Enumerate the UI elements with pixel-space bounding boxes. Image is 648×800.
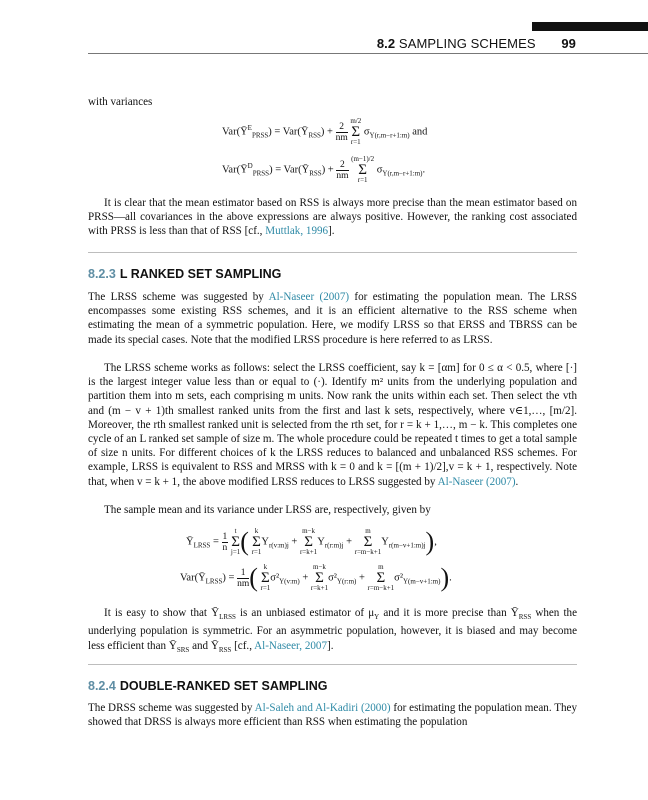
para5-text-5: and Ȳ (189, 639, 219, 652)
citation-link[interactable]: Al-Naseer (2007) (268, 291, 350, 303)
eq3-sum-3: m Σ r=m−k+1 (354, 527, 382, 556)
eq4-s3-sub: Y(m−v+1:m) (402, 577, 441, 586)
eq3-lhs: Ȳ (186, 536, 194, 548)
para5-text-3: and it is more precise than Ȳ (379, 607, 519, 619)
intro-text: with variances (88, 96, 153, 108)
citation-link[interactable]: Al-Saleh and Al-Kadiri (2000) (254, 702, 391, 714)
eq4-s2-sub: Y(r:m) (336, 577, 357, 586)
citation-link[interactable]: Al-Naseer, 2007 (254, 639, 328, 652)
eq4-s2-top: m−k (313, 563, 326, 571)
eq2-lhs-sup: D (247, 161, 253, 170)
eq2-sum-top: (m−1)/2 (351, 155, 375, 163)
equation-2 (222, 156, 425, 184)
para5-text-4: when the underlying population is symmetric. For an asymmetric population, however, it is biased and may become less efficient than Ȳ (88, 607, 577, 652)
para6-text: The DRSS scheme was suggested by (88, 702, 255, 714)
para6-text-end: for estimating the population mean. They showed that DRSS is always more efficient than RSS when estimating the population (88, 702, 577, 729)
eq3-frac-num: 1 (222, 531, 228, 542)
para1-text: It is clear that the mean estimator based on RSS is always more precise than the mean estimator based on PRSS—all covariances in the above expressions are always positive. However, the ranking cost associated with PRSS is less than that of RSS [cf., (88, 197, 577, 238)
eq4-sum-2: m−k Σ r=k+1 (310, 563, 329, 592)
eq2-term: σ (376, 164, 383, 176)
eq4-s1-top: k (263, 563, 268, 571)
header-bar (532, 22, 648, 31)
eq1-sum-bot: r=1 (350, 138, 361, 146)
running-head (377, 36, 576, 51)
eq4-s2-term: σ² (328, 572, 337, 584)
eq4-tail: . (449, 572, 452, 584)
eq3-s2-term: Y (317, 536, 325, 548)
eq2-fraction (336, 160, 348, 181)
para5-text-7: ]. (327, 639, 334, 652)
eq4-sum-3: m Σ r=m−k+1 (367, 563, 395, 592)
paragraph-1 (88, 196, 577, 239)
eq1-mid: ) = Var(Ȳ (268, 126, 309, 138)
eq3-s1-sub: r(v:m)j (268, 541, 289, 550)
para5-sub-4: SRS (176, 645, 190, 654)
eq4-s3-top: m (378, 563, 384, 571)
eq4-frac-den: nm (237, 578, 250, 589)
citation-link[interactable]: Muttlak, 1996 (265, 225, 329, 238)
eq1-sum-top: m/2 (350, 117, 362, 125)
para5-text-6: [cf., (231, 639, 255, 652)
paragraph-4: The sample mean and its variance under LRSS are, respectively, given by (104, 504, 431, 516)
eq3-s1-term: Y (261, 536, 269, 548)
eq1-term-sub: Y(r,m−r+1:m) (369, 131, 410, 140)
header-rule (88, 53, 648, 54)
eq3-s3-sub: r(m−v+1:m)j (388, 541, 426, 550)
eq3-fraction (222, 532, 229, 553)
section-title-824: DOUBLE-RANKED SET SAMPLING (119, 679, 328, 693)
eq2-term-sub: Y(r,m−r+1:m) (382, 169, 423, 178)
eq3-s2-sub: r(r:m)j (324, 541, 344, 550)
eq4-s2-bot: r=k+1 (310, 584, 329, 592)
eq3-s1-top: k (254, 527, 259, 535)
section-title: SAMPLING SCHEMES (398, 36, 536, 51)
eq1-lhs-sub: PRSS (251, 131, 269, 140)
eq2-frac-num: 2 (336, 160, 348, 171)
section-title-823: L RANKED SET SAMPLING (119, 267, 282, 281)
eq3-s1-bot: r=1 (251, 548, 262, 556)
eq2-mid: ) = Var(Ȳ (269, 164, 310, 176)
eq4-s1-bot: r=1 (260, 584, 271, 592)
section-heading-823 (88, 267, 281, 281)
eq3-frac-den: n (222, 542, 228, 553)
eq4-s3-bot: r=m−k+1 (367, 584, 395, 592)
citation-link[interactable]: Al-Naseer (2007) (437, 475, 516, 488)
eq4-s1-term: σ² (270, 572, 280, 584)
paragraph-5 (88, 606, 577, 657)
eq3-s3-bot: r=m−k+1 (354, 548, 382, 556)
section-number-823: 8.2.3 (88, 267, 116, 281)
eq1-fraction (336, 122, 348, 143)
eq2-sum-bot: r=1 (357, 176, 368, 184)
section-divider (88, 664, 577, 665)
para5-sub-5: RSS (218, 645, 232, 654)
eq4-fraction (237, 568, 249, 589)
section-heading-824 (88, 679, 327, 693)
eq1-frac-num: 2 (336, 122, 348, 133)
eq3-s3-term: Y (381, 536, 389, 548)
eq3-sum-2: m−k Σ r=k+1 (299, 527, 318, 556)
eq3-lhs-sub: LRSS (193, 541, 211, 550)
eq2-tail: . (422, 164, 426, 176)
para5-sub-2: Y (374, 613, 380, 622)
eq2-lhs: Var(Ȳ (222, 164, 248, 176)
eq1-mid-sub: RSS (308, 131, 321, 140)
para2-text-end: for estimating the population mean. The LRSS encompasses some existing RSS schemes, and it is an efficient alternative to the RSS scheme when estimating the mean of a symmetric population. Here, we modify LRSS so that ERSS and TBRSS can be made its special cases. Note that the modified LRSS procedure is here referred to as LRSS. (88, 291, 578, 346)
eq3-eq: = (210, 536, 219, 548)
eq4-lhs-sub: LRSS (205, 577, 223, 586)
eq4-s1-sub: Y(v:m) (279, 577, 300, 586)
equation-4: $Var(Ȳ_{LRSS})$ = $\frac{1}{nm}$ ( k Σ $r=1\sigma^2_{Y(v:m)} + m-k$ Σ $r=k+1\sigma^2_{Y(r:m)} + m$ Σ $r=m-k+1\sigma^2_{Y(m-v+1:m)}$). (180, 563, 452, 592)
para5-text-1: It is easy to show that Ȳ (104, 607, 220, 619)
eq1-tail: and (412, 126, 428, 138)
equation-3: $Ȳ_{LRSS}$ = $\frac{1}{n}$ t Σ j=1( k Σ $r=1Y_{r(v:m)j} + m-k$ Σ $r=k+1Y_{r(r:m)j} + m$ Σ $r=m-k+1Y_{r(m-v+1:m)j}$), (186, 527, 437, 556)
paragraph-3 (88, 361, 577, 489)
eq1-frac-den: nm (335, 132, 348, 143)
eq4-eq: ) = (222, 572, 235, 584)
para1-text-end: ]. (328, 225, 335, 238)
eq2-mid-sub: RSS (309, 169, 322, 178)
para3-text-end: . (515, 475, 519, 488)
para5-text-2: is an unbiased estimator of μ (235, 607, 375, 619)
eq3-s3-top: m (365, 527, 371, 535)
section-divider (88, 252, 577, 253)
eq1-sum: m/2 Σ r=1 (350, 117, 362, 146)
eq4-sum-1: k Σ r=1 (260, 563, 271, 592)
eq3-s2-top: m−k (302, 527, 316, 535)
para5-sub-3: RSS (518, 613, 532, 622)
eq1-lhs-sup: E (247, 123, 252, 132)
eq3-outer-top: t (234, 527, 237, 535)
eq1-lhs: Var(Ȳ (222, 126, 248, 138)
equation-1 (222, 118, 427, 146)
para2-text: The LRSS scheme was suggested by (88, 291, 269, 303)
eq3-s2-bot: r=k+1 (299, 548, 318, 556)
paragraph-6 (88, 701, 577, 729)
eq2-sum: (m−1)/2 Σ r=1 (351, 155, 375, 184)
eq1-rhs: ) + (320, 126, 333, 138)
para5-sub-1: LRSS (219, 613, 236, 622)
eq3-sum-1: k Σ r=1 (251, 527, 262, 556)
eq3-tail: , (434, 536, 437, 548)
section-number: 8.2 (376, 36, 396, 51)
paragraph-2 (88, 290, 577, 347)
eq2-frac-den: nm (336, 170, 349, 181)
eq3-outer-sum: t Σ j=1 (230, 527, 241, 556)
eq3-outer-bot: j=1 (230, 548, 241, 556)
para3-text: The LRSS scheme works as follows: select the LRSS coefficient, say k = [αm] for 0 ≤ α < 0.5, where [·] is the largest integer value less than or equal to (·). Identify m² units from the underlying population and partition them into m sets, each comprising m units. Now rank the units within each set. Then select the vth and (m − v + 1)th smallest ranked units from the first and last k sets, respectively, where v∈1,…, [m/2]. Moreover, the rth smallest ranked unit is selected from the rth set, for r = k + 1,…, m − k. This completes one cycle of an L ranked set sample of size m. The whole procedure could be repeated t times to get a total sample of size n units. For different choices of k the LRSS reduces to balanced and unbalanced RSS schemes. For example, LRSS is equivalent to RSS and MRSS with k = 0 and k = [(m + 1)/2],v = k + 1, respectively. Note that, when v = k + 1, the above modified LRSS reduces to LRSS suggested by (88, 362, 577, 488)
eq2-rhs: ) + (321, 164, 334, 176)
page-number: 99 (561, 36, 576, 51)
eq2-lhs-sub: PRSS (252, 169, 270, 178)
eq4-s3-term: σ² (394, 572, 403, 584)
eq4-frac-num: 1 (237, 568, 249, 579)
eq4-lhs: Var(Ȳ (180, 572, 206, 584)
eq1-term: σ (363, 126, 370, 138)
section-number-824: 8.2.4 (88, 679, 116, 693)
